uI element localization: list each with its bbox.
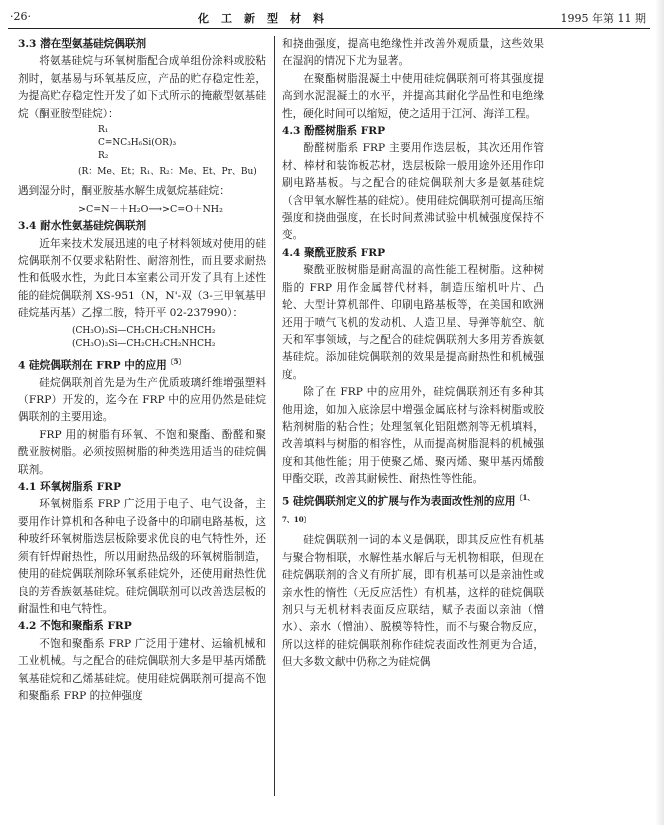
structure-r1: R₁ bbox=[98, 125, 109, 136]
paragraph: 聚酰亚胺树脂是耐高温的高性能工程树脂。这种树脂的 FRP 用作金属替代材料，制造压缩机叶片、凸轮、大型计算机部件、印刷电路基板等，在美国和欧洲还用于喷气飞机的发动机、人造卫星、导弹等航空、航天和军事领域，与之配合的硅烷偶联剂大多用芳香族氨基硅烷。添加硅烷偶联剂的效果是提高耐热性和机械强度。 bbox=[282, 264, 544, 381]
structure-note: (R：Me、Et；R₁、R₂：Me、Et、Pr、Bu) bbox=[78, 167, 257, 178]
paragraph: 在聚酯树脂混凝土中使用硅烷偶联剂可将其强度提高到水泥混凝土的水平，并提高其耐化学品性和电绝缘性，硬化时间可以缩短，使之适用于江河、海洋工程。 bbox=[282, 72, 544, 120]
paragraph: FRP 用的树脂有环氧、不饱和聚酯、酚醛和聚酰亚胺树脂。必须按照树脂的种类选用适当的硅烷偶联剂。 bbox=[18, 428, 266, 476]
page-header bbox=[8, 6, 650, 29]
section-title: 5 硅烷偶联剂定义的扩展与作为表面改性剂的应用 bbox=[282, 495, 516, 508]
paragraph: 和挠曲强度，提高电绝缘性并改善外观质量，这些效果在湿润的情况下尤为显著。 bbox=[282, 38, 544, 68]
paragraph: 将氨基硅烷与环氧树脂配合成单组份涂料或胶粘剂时，氨基易与环氧基反应，产品的贮存稳定性差，为提高贮存稳定性开发了如下式所示的掩蔽型氨基硅烷（酮亚胺型硅烷）： bbox=[18, 55, 266, 120]
paragraph: 环氧树脂系 FRP 广泛用于电子、电气设备，主要用作计算机和各种电子设备中的印刷电路基板，这种玻纤环氧树脂迭层板除要求优良的电气特性外，还须有钎焊耐热性，所以用耐热品级的环氧树脂制造，使用的硅烷偶联剂除环氧系硅烷外，还使用耐热性优良的芳香族氨基硅烷。硅烷偶联剂可以改善迭层板的耐温性和电气特性。 bbox=[18, 498, 266, 615]
structure-main: C=NC₃H₆Si(OR)₃ bbox=[98, 138, 177, 149]
section-heading: 3.4 耐水性氨基硅烷偶联剂 bbox=[18, 220, 147, 233]
reference-marker: 〔5〕 bbox=[166, 356, 186, 366]
formula-line: (CH₃O)₃Si—CH₂CH₂CH₂NHCH₂ bbox=[72, 338, 216, 349]
section-heading: 4.2 不饱和聚酯系 FRP bbox=[18, 620, 132, 633]
paragraph: 酚醛树脂系 FRP 主要用作迭层板，其次还用作管材、棒材和装饰板芯材，迭层板除一般用途外还用作印刷电路基板。与之配合的硅烷偶联剂大多是氨基硅烷（含甲氧水解性基的硅烷）。使用硅烷偶联剂可提高压缩强度和挠曲强度，在长时间煮沸试验中机械强度保持不变。 bbox=[282, 142, 544, 242]
issue-label: 1995 年第 11 期 bbox=[560, 12, 646, 25]
paragraph: 近年来技术发展迅速的电子材料领域对使用的硅烷偶联剂不仅要求粘附性、耐溶剂性，而且要求耐热性和低吸水性，为此日本室素公司开发了具有上述性能的硅烷偶联剂 XS-951（N，N'-双（3-三甲氧基甲硅烷基丙基）乙撑二胺，特开平 02-237990）： bbox=[18, 237, 266, 320]
paragraph: 硅烷偶联剂首先是为生产优质玻璃纤维增强塑料（FRP）开发的，迄今在 FRP 中的应用仍然是硅烷偶联剂的主要用途。 bbox=[18, 376, 266, 424]
hydrolysis-reaction: >C=N－＋H₂O⟶>C=O＋NH₂ bbox=[78, 203, 223, 215]
section-heading: 4.4 聚酰亚胺系 FRP bbox=[282, 246, 386, 259]
xs951-formula bbox=[72, 325, 266, 351]
scan-edge bbox=[655, 0, 664, 825]
section-heading: 3.3 潜在型氨基硅烷偶联剂 bbox=[18, 38, 147, 50]
paragraph: 不饱和聚酯系 FRP 广泛用于建材、运输机械和工业机械。与之配合的硅烷偶联剂大多是甲基丙烯酰氧基硅烷和乙烯基硅烷。使用硅烷偶联剂可提高不饱和聚酯系 FRP 的拉伸强度 bbox=[18, 637, 266, 702]
formula-line: (CH₃O)₃Si—CH₂CH₂CH₂NHCH₂ bbox=[72, 325, 216, 336]
section-heading bbox=[18, 353, 266, 375]
reference-marker: 〔1、7、10〕 bbox=[282, 492, 535, 524]
ketimine-structure bbox=[18, 124, 266, 181]
section-heading: 4.1 环氧树脂系 FRP bbox=[18, 481, 122, 494]
paragraph: 除了在 FRP 中的应用外，硅烷偶联剂还有多种其他用途，如加入底涂层中增强金属底材与涂料树脂或胶粘剂树脂的粘合性；处理氢氧化铝阻燃剂等无机填料，改善填料与树脂的相容性，从而提高树脂混料的机械强度和其他性能；用于使聚乙烯、聚丙烯、聚甲基丙烯酸甲酯交联，改善其耐候性、耐热性等性能。 bbox=[282, 386, 544, 486]
page-number: ·26· bbox=[10, 10, 31, 23]
paragraph: 遇到湿分时，酮亚胺基水解生成氨烷基硅烷： bbox=[18, 185, 230, 198]
section-title: 4 硅烷偶联剂在 FRP 中的应用 bbox=[18, 359, 167, 372]
right-column bbox=[282, 36, 544, 672]
structure-r2: R₂ bbox=[98, 151, 109, 162]
paragraph: 硅烷偶联剂一词的本义是偶联，即其反应性有机基与聚合物相联，水解性基水解后与无机物相联，但现在硅烷偶联剂的含义有所扩展，即有机基可以是亲油性或亲水性的惰性（无反应活性）有机基，这样的硅烷偶联剂只与无机材料表面反应联结，赋予表面以亲油（憎水）、亲水（憎油）、脱模等特性，而不与聚合物反应，所以这样的硅烷偶联剂称作硅烷表面改性剂更为合适，但大多数文献中仍称之为硅烷偶 bbox=[282, 534, 544, 669]
section-heading bbox=[282, 489, 544, 533]
left-column bbox=[18, 36, 266, 705]
column-divider bbox=[274, 36, 275, 796]
section-heading: 4.3 酚醛树脂系 FRP bbox=[282, 125, 386, 138]
journal-title: 化工新型材料 bbox=[198, 12, 336, 25]
